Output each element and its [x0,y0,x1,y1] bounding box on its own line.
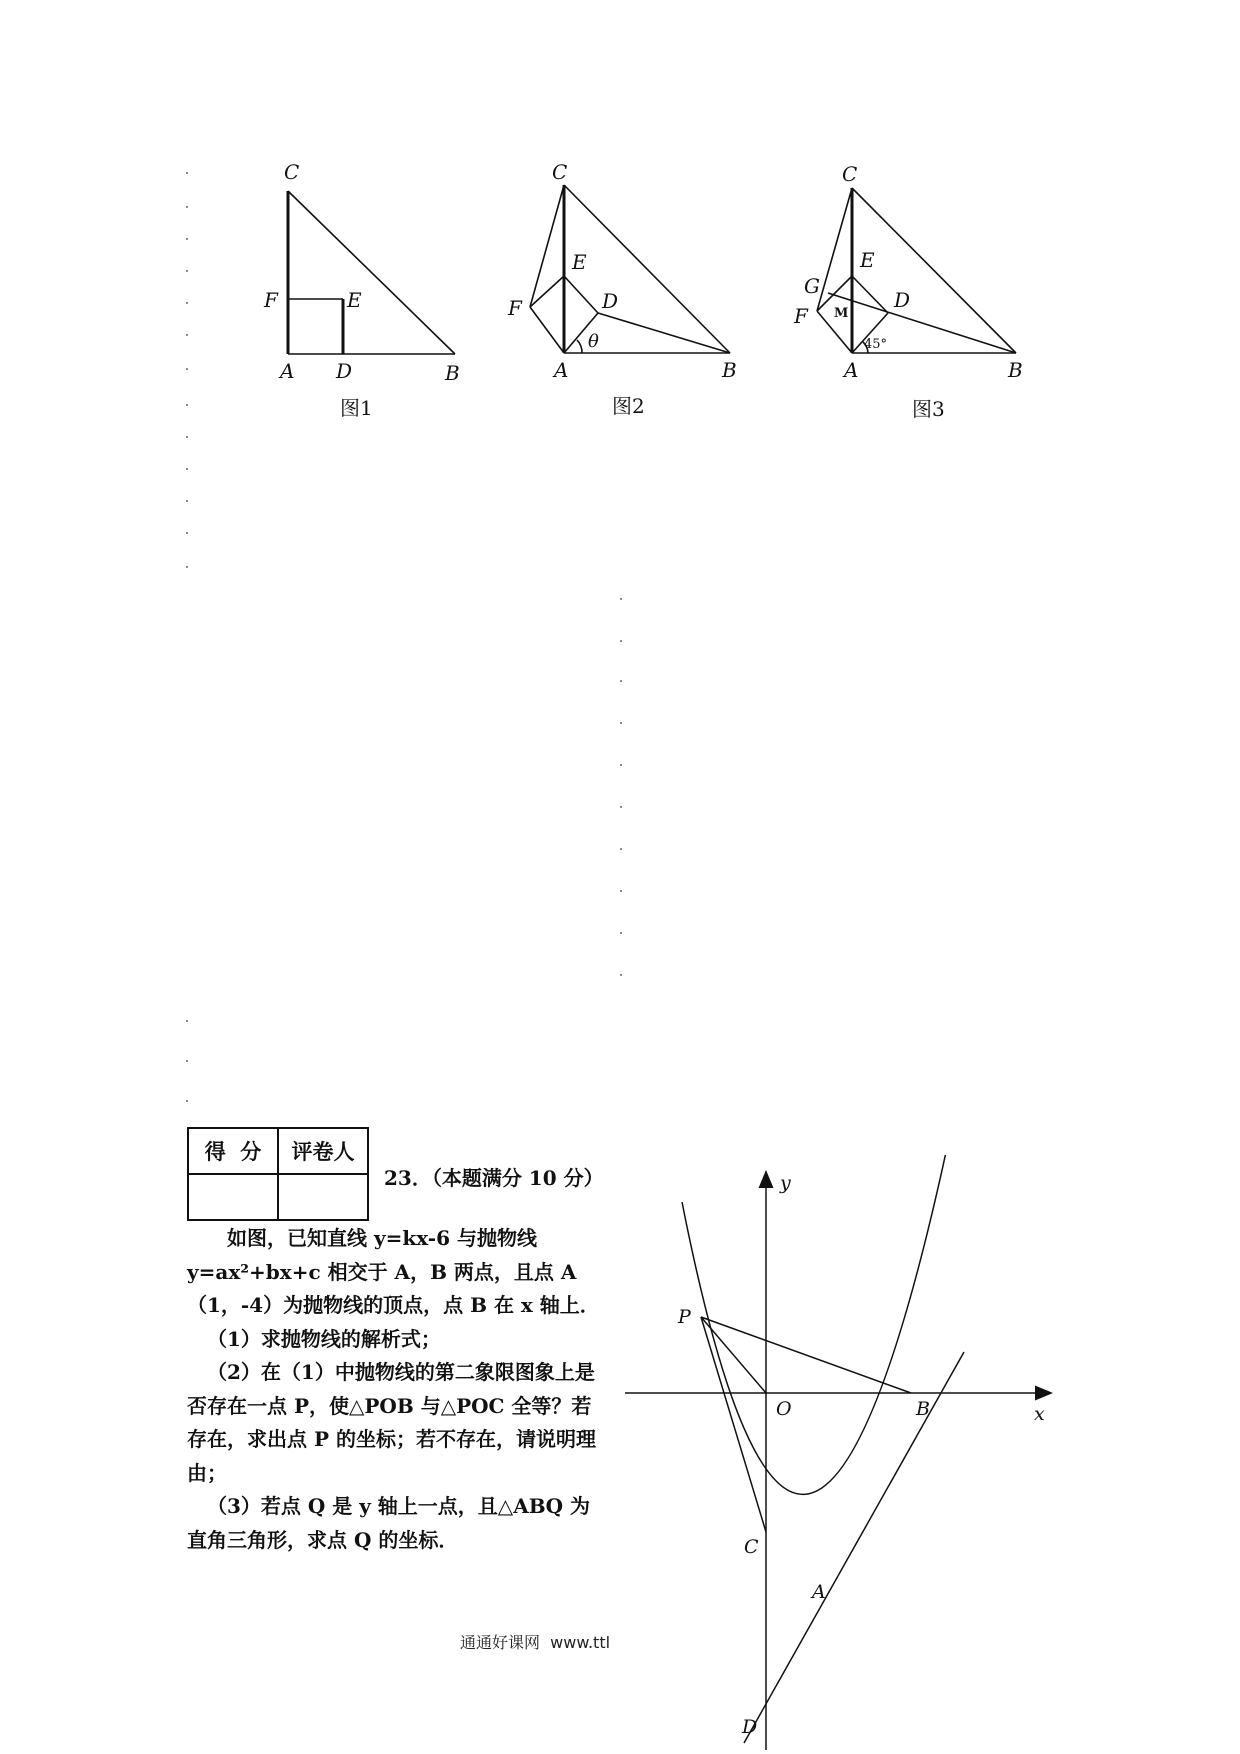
label-D: D [742,1716,758,1738]
label-D: D [602,289,619,313]
question-body [187,1222,607,1557]
label-D: D [894,288,911,312]
grader-cell[interactable] [278,1174,368,1220]
label-A: A [280,359,295,383]
label-E: E [347,288,362,312]
label-angle: 45° [864,337,888,352]
label-C: C [284,160,300,184]
axis-label-x: x [1034,1403,1045,1425]
score-header: 得 分 [188,1128,278,1174]
label-E: E [860,248,875,272]
question-part-3: （3）若点 Q 是 y 轴上一点，且△ABQ 为直角三角形，求点 Q 的坐标． [187,1494,590,1552]
label-theta: θ [588,331,599,352]
label-F: F [794,304,808,328]
figure-1-caption: 图1 [340,396,373,420]
label-A: A [812,1581,826,1603]
figure-1 [250,155,480,395]
question-number: 23．（本题满分 10 分） [384,1166,604,1190]
label-G: G [804,274,820,298]
figure-2-caption: 图2 [612,394,645,418]
label-B: B [1008,358,1023,382]
figure-3 [790,155,1040,395]
figure-2 [500,155,750,395]
label-E: E [572,250,587,274]
label-A: A [554,358,569,382]
label-B: B [445,361,460,385]
label-B: B [916,1398,930,1420]
figure-3-caption: 图3 [912,397,945,421]
label-M: M [834,306,849,321]
score-table [187,1127,369,1221]
label-B: B [722,358,737,382]
label-C: C [842,162,858,186]
label-F: F [264,288,278,312]
label-D: D [336,359,353,383]
question-part-2: （2）在（1）中抛物线的第二象限图象上是否存在一点 P，使△POB 与△POC 全等？若存在，求出点 P 的坐标；若不存在，请说明理由； [187,1360,596,1485]
parabola-graph [620,1155,1060,1750]
question-intro: 如图，已知直线 y=kx-6 与抛物线 y=ax²+bx+c 相交于 A，B 两点，且点 A（1，-4）为抛物线的顶点，点 B 在 x 轴上． [187,1226,600,1317]
label-A: A [844,358,859,382]
watermark: 通通好课网 www.ttl [460,1633,611,1652]
question-part-1: （1）求抛物线的解析式； [207,1326,441,1351]
score-cell[interactable] [188,1174,278,1220]
label-C: C [552,160,568,184]
label-P: P [678,1306,691,1328]
label-C: C [744,1536,759,1558]
grader-header: 评卷人 [278,1128,368,1174]
axis-label-y: y [780,1172,791,1194]
label-F: F [508,296,522,320]
label-O: O [776,1398,792,1420]
